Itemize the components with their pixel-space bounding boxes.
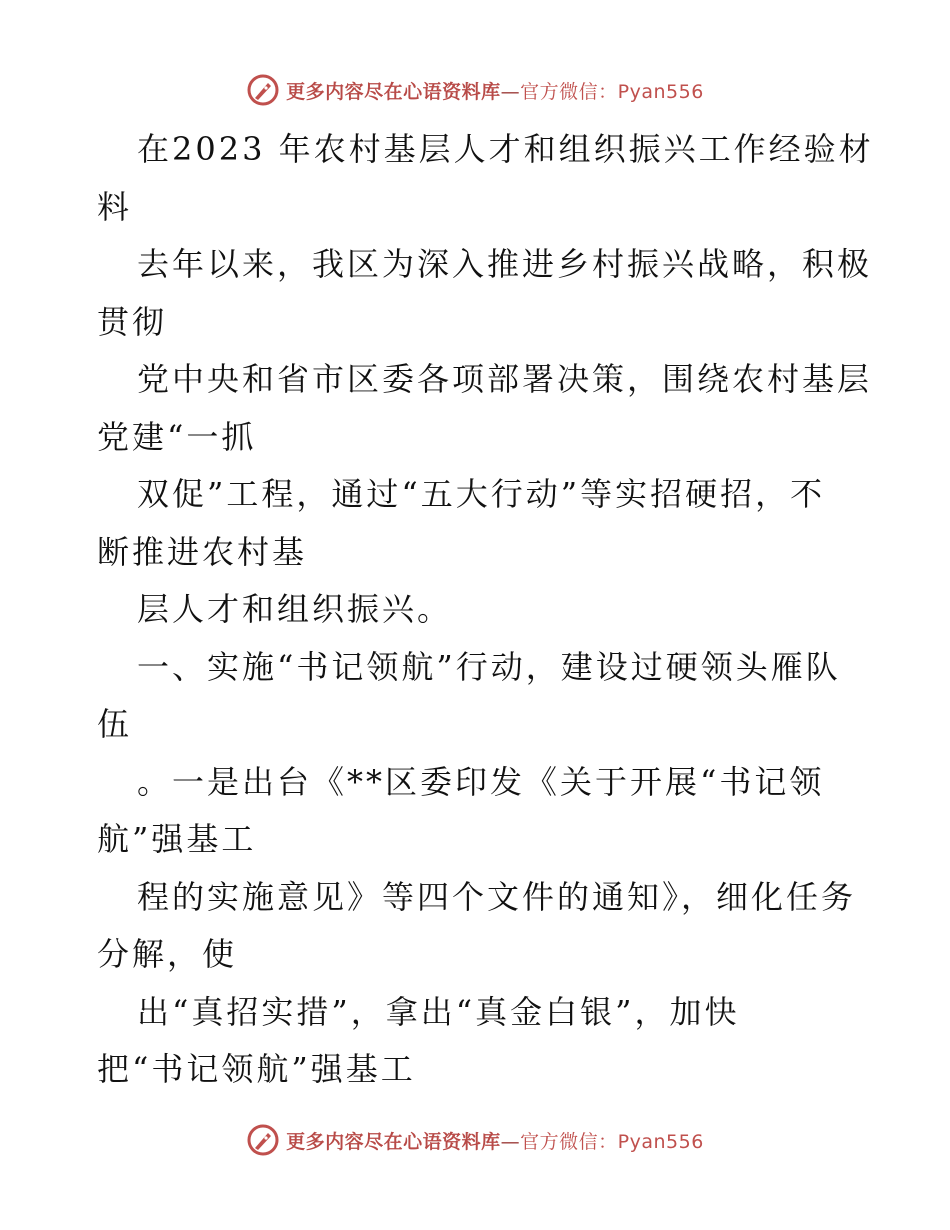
- watermark-separator: —: [500, 1130, 521, 1153]
- document-line: 断推进农村基: [97, 532, 308, 571]
- document-line: 在2023 年农村基层人才和组织振兴工作经验材: [137, 130, 874, 168]
- document-line: 贯彻: [97, 302, 168, 341]
- document-line: 把“书记领航”强基工: [97, 1050, 416, 1088]
- watermark-text: [286, 1127, 704, 1154]
- document-line: 伍: [97, 705, 133, 743]
- document-line: 层人才和组织振兴。: [137, 590, 453, 628]
- document-line: 航”强基工: [97, 820, 257, 858]
- document-line: 一、实施“书记领航”行动，建设过硬领头雁队: [137, 647, 841, 686]
- document-line: 党中央和省市区委各项部署决策，围绕农村基层: [137, 360, 873, 398]
- document-line: 程的实施意见》等四个文件的通知》，细化任务: [137, 877, 857, 916]
- header-watermark: [0, 68, 950, 112]
- document-body: [97, 121, 874, 1099]
- watermark-separator: —: [500, 80, 521, 103]
- document-line: 分解，使: [97, 935, 238, 973]
- document-line: 。一是出台《**区委印发《关于开展“书记领: [137, 762, 825, 801]
- document-line: 去年以来，我区为深入推进乡村振兴战略，积极: [137, 245, 873, 283]
- watermark-wechat-text: 官方微信：Pyan556: [520, 1130, 704, 1153]
- watermark-library-text: 更多内容尽在心语资料库: [286, 80, 501, 103]
- footer-watermark: [0, 1118, 950, 1162]
- watermark-library-text: 更多内容尽在心语资料库: [286, 1130, 501, 1153]
- pen-nib-logo-icon: [246, 73, 280, 107]
- document-line: 党建“一抓: [97, 417, 257, 456]
- document-line: 出“真招实措”，拿出“真金白银”，加快: [137, 992, 740, 1031]
- document-line: 双促”工程，通过“五大行动”等实招硬招，不: [137, 475, 826, 513]
- watermark-wechat-text: 官方微信：Pyan556: [520, 80, 704, 103]
- pen-nib-logo-icon: [246, 1123, 280, 1157]
- document-line: 料: [97, 187, 133, 226]
- watermark-text: [286, 77, 704, 104]
